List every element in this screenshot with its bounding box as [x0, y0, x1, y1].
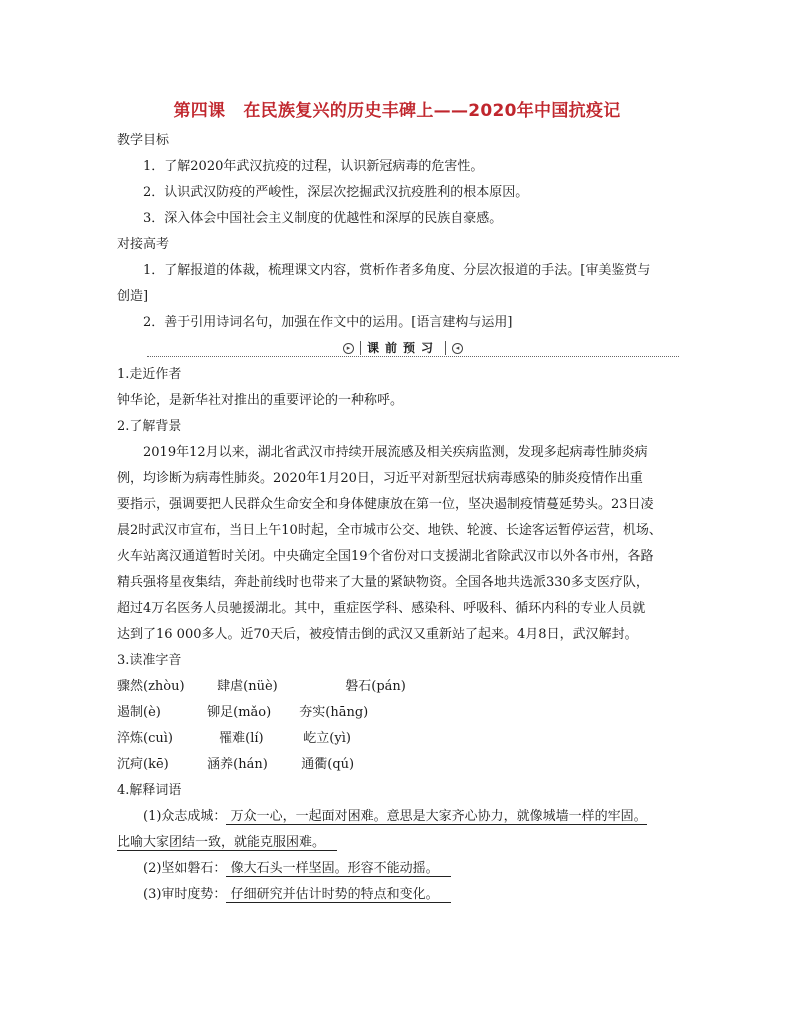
- background-heading: 2.了解背景: [117, 419, 182, 434]
- pronunciation-word: 沉疴(kē): [117, 757, 169, 772]
- vocab-definition-text: 仔细研究并估计时势的特点和变化。: [230, 887, 439, 902]
- vocab-term: (3)审时度势：: [143, 887, 227, 902]
- pronunciation-word: 屹立(yì): [303, 731, 351, 746]
- pronunciation-row: [117, 700, 679, 726]
- lesson-title: [0, 96, 794, 121]
- vocab-definition: [117, 835, 337, 851]
- vocab-definition-text: 万众一心，一起面对困难。意思是大家齐心协力，就像城墙一样的牢固。: [230, 809, 647, 824]
- lesson-number: 第四课: [173, 101, 226, 121]
- vocab-definition: [226, 887, 451, 903]
- paragraph-line: 2019年12月以来，湖北省武汉市持续开展流感及相关疾病监测，发现多起病毒性肺炎病: [143, 445, 648, 460]
- objectives-heading: 教学目标: [117, 133, 170, 148]
- pronunciation-word: 夯实(hāng): [299, 705, 369, 720]
- vocab-definition-text: 像大石头一样坚固。形容不能动摇。: [230, 861, 439, 876]
- pronunciation-word: 磐石(pán): [345, 679, 406, 694]
- vocab-definition: [226, 809, 646, 825]
- author-heading: 1.走近作者: [117, 367, 182, 382]
- paragraph-line: 火车站离汉通道暂时关闭。中央确定全国19个省份对口支援湖北省除武汉市以外各市州，各路: [117, 549, 654, 564]
- arrow-right-icon: ▸: [343, 343, 354, 354]
- exam-item-line: 1．了解报道的体裁，梳理课文内容，赏析作者多角度、分层次报道的手法。[审美鉴赏与: [143, 263, 651, 278]
- vocab-item: [117, 882, 679, 908]
- background-paragraph: [117, 440, 679, 648]
- dotted-rule: [147, 356, 679, 357]
- document-body: [117, 128, 679, 908]
- vocab-item: [117, 804, 679, 830]
- paragraph-line: 例，均诊断为病毒性肺炎。2020年1月20日，习近平对新型冠状病毒感染的肺炎疫情作出重: [117, 471, 643, 486]
- pronunciation-word: 涵养(hán): [207, 757, 268, 772]
- vocab-definition: [226, 861, 451, 877]
- objective-item: 3．深入体会中国社会主义制度的优越性和深厚的民族自豪感。: [143, 211, 503, 226]
- vocab-term: (1)众志成城：: [143, 809, 227, 824]
- vocab-term: (2)坚如磐石：: [143, 861, 227, 876]
- vocab-item: [117, 856, 679, 882]
- section-divider: [117, 336, 679, 362]
- pronunciation-row: [117, 674, 679, 700]
- pronunciation-word: 通衢(qú): [301, 757, 355, 772]
- paragraph-line: 超过4万名医务人员驰援湖北。其中，重症医学科、感染科、呼吸科、循环内科的专业人员就: [117, 601, 646, 616]
- lesson-name: 在民族复兴的历史丰碑上——2020年中国抗疫记: [243, 101, 621, 121]
- pronunciation-word: 铆足(mǎo): [207, 705, 272, 720]
- pronunciation-word: 遏制(è): [117, 705, 161, 720]
- pronunciation-word: 淬炼(cuì): [117, 731, 173, 746]
- exam-item-line: 创造]: [117, 289, 149, 304]
- pronunciation-row: [117, 752, 679, 778]
- paragraph-line: 达到了16 000多人。近70天后，被疫情击倒的武汉又重新站了起来。4月8日，武汉解封。: [117, 627, 638, 642]
- pronunciation-heading: 3.读准字音: [117, 653, 182, 668]
- vocab-definition-text: 比喻大家团结一致，就能克服困难。: [117, 835, 326, 850]
- vocab-item-continued: [117, 830, 679, 856]
- exam-heading: 对接高考: [117, 237, 170, 252]
- paragraph-line: 晨2时武汉市宣布，当日上午10时起，全市城市公交、地铁、轮渡、长途客运暂停运营，机场、: [117, 523, 662, 538]
- objective-item: 2．认识武汉防疫的严峻性，深层次挖掘武汉抗疫胜利的根本原因。: [143, 185, 529, 200]
- exam-item: 2．善于引用诗词名句，加强在作文中的运用。[语言建构与运用]: [143, 315, 513, 330]
- pronunciation-word: 罹难(lí): [219, 731, 264, 746]
- section-banner-label: 课前预习: [360, 341, 446, 355]
- author-text: 钟华论，是新华社对推出的重要评论的一种称呼。: [117, 393, 404, 408]
- pronunciation-word: 骤然(zhòu): [117, 679, 185, 694]
- paragraph-line: 精兵强将星夜集结，奔赴前线时也带来了大量的紧缺物资。全国各地共选派330多支医疗队，: [117, 575, 649, 590]
- paragraph-line: 要指示，强调要把人民群众生命安全和身体健康放在第一位，坚决遏制疫情蔓延势头。23日凌: [117, 497, 654, 512]
- pronunciation-word: 肆虐(nüè): [217, 679, 278, 694]
- pronunciation-row: [117, 726, 679, 752]
- arrow-left-icon: ◂: [452, 343, 463, 354]
- vocab-heading: 4.解释词语: [117, 783, 182, 798]
- objective-item: 1．了解2020年武汉抗疫的过程，认识新冠病毒的危害性。: [143, 159, 484, 174]
- section-banner: [339, 340, 467, 356]
